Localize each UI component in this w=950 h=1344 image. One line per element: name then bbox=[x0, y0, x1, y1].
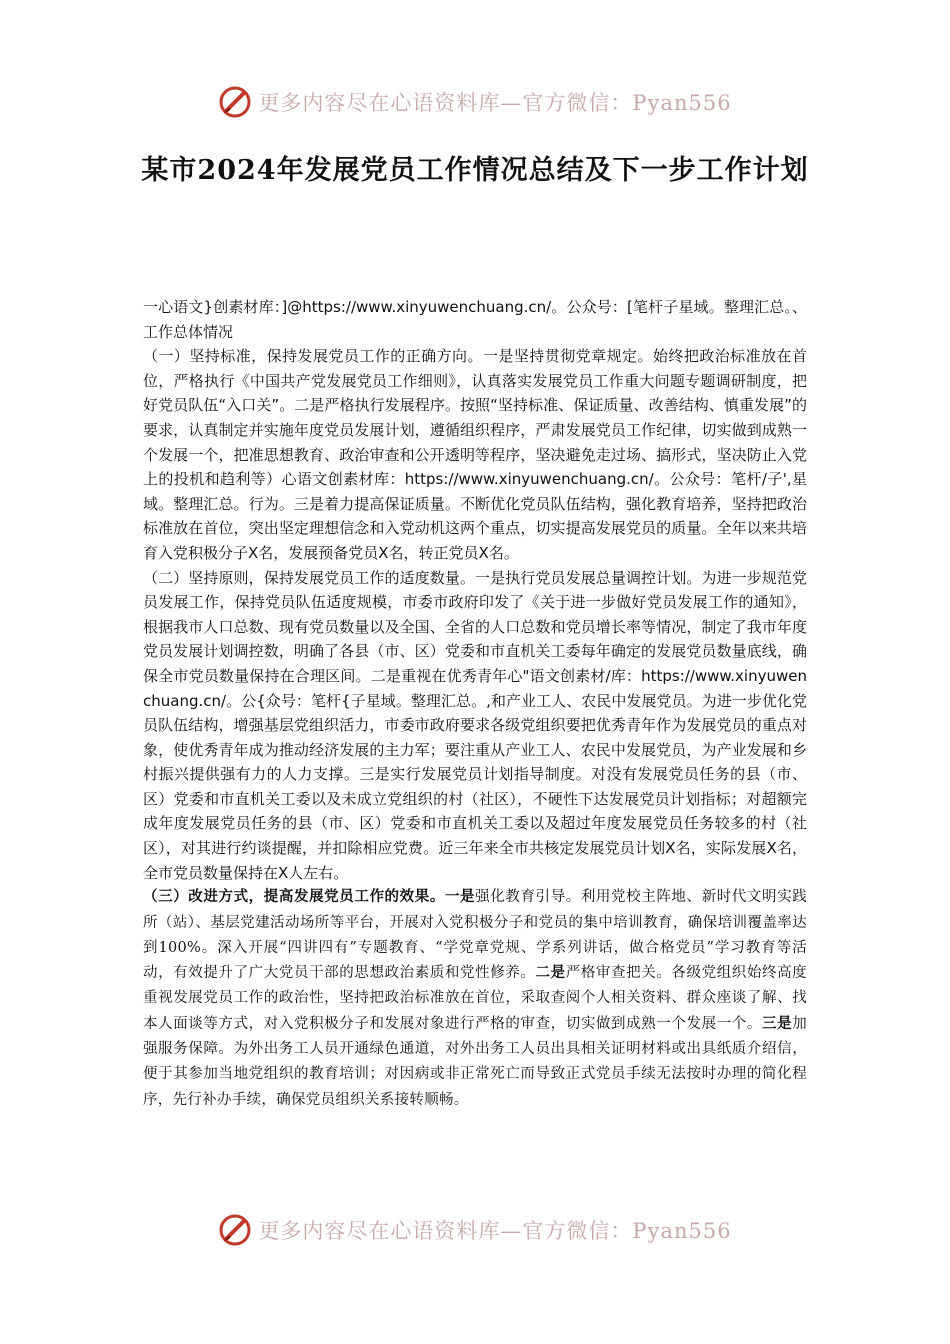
brush-logo-icon bbox=[218, 85, 252, 119]
document-body bbox=[143, 295, 807, 1113]
paragraph-1: （一）坚持标准，保持发展党员工作的正确方向。一是坚持贯彻党章规定。始终把政治标准放在首位，严格执行《中国共产党发展党员工作细则》，认真落实发展党员工作重大问题专题调研制度，把好党员队伍“入口关”。二是严格执行发展程序。按照“坚持标准、保证质量、改善结构、慎重发展”的要求，认真制定并实施年度党员发展计划，遵循组织程序，严肃发展党员工作纪律，切实做到成熟一个发展一个，把准思想教育、政治审查和公开透明等程序，坚决避免走过场、搞形式，坚决防止入党上的投机和趋利等）心语文创素材库：https://www.xinyuwenchuang.cn/。公众号：笔杆/子',星域。整理汇总。行为。三是着力提高保证质量。不断优化党员队伍结构，强化教育培养，坚持把政治标准放在首位，突出坚定理想信念和入党动机这两个重点，切实提高发展党员的质量。全年以来共培育入党积极分子X名，发展预备党员X名，转正党员X名。 bbox=[143, 347, 807, 562]
header-banner bbox=[0, 82, 950, 122]
keyword-3: 三是 bbox=[761, 1015, 793, 1032]
brush-logo-icon bbox=[218, 1213, 252, 1247]
intro-line: 一心语文}创素材库：]@https://www.xinyuwenchuang.cn/。公众号：[笔杆子星域。整理汇总。、工作总体情况 bbox=[143, 298, 807, 341]
footer-banner bbox=[0, 1210, 950, 1250]
paragraph-3-text-3: 加强服务保障。为外出务工人员开通绿色通道，对外出务工人员出具相关证明材料或出具纸质介绍信，便于其参加当地党组织的教育培训；对因病或非正常死亡而导致正式党员手续无法按时办理的简化程序，先行补办手续，确保党员组织关系接转顺畅。 bbox=[143, 1015, 807, 1108]
paragraph-3-text-1: 强化教育引导。利用党校主阵地、新时代文明实践所（站）、基层党建活动场所等平台，开展对入党积极分子和党员的集中培训教育，确保培训覆盖率达到100%。深入开展“四讲四有”专题教育、“学党章党规、学系列讲话，做合格党员”学习教育等活动，有效提升了广大党员干部的思想政治素质和党性修养。 bbox=[143, 889, 807, 982]
paragraph-3-heading: （三）改进方式，提高发展党员工作的效果。 bbox=[143, 889, 445, 906]
banner-text: 更多内容尽在心语资料库—官方微信：Pyan556 bbox=[258, 91, 732, 115]
page-title: 某市2024年发展党员工作情况总结及下一步工作计划 bbox=[141, 155, 809, 186]
keyword-1: 一是 bbox=[444, 889, 476, 906]
banner-text: 更多内容尽在心语资料库—官方微信：Pyan556 bbox=[258, 1219, 732, 1243]
paragraph-3 bbox=[143, 885, 807, 1113]
paragraph-3-text-2: 严格审查把关。各级党组织始终高度重视发展党员工作的政治性，坚持把政治标准放在首位，采取查阅个人相关资料、群众座谈了解、找本人面谈等方式，对入党积极分子和发展对象进行严格的审查，切实做到成熟一个发展一个。 bbox=[143, 965, 807, 1032]
keyword-2: 二是 bbox=[535, 965, 566, 982]
paragraph-2: （二）坚持原则，保持发展党员工作的适度数量。一是执行党员发展总量调控计划。为进一步规范党员发展工作，保持党员队伍适度规模，市委市政府印发了《关于进一步做好党员发展工作的通知》，根据我市人口总数、现有党员数量以及全国、全省的人口总数和党员增长率等情况，制定了我市年度党员发展计划调控数，明确了各县（市、区）党委和市直机关工委每年确定的发展党员数量底线，确保全市党员数量保持在合理区间。二是重视在优秀青年心"语文创素材/库：https://www.xinyuwenchuang.cn/。公{众号：笔杆{子星域。整理汇总。,和产业工人、农民中发展党员。为进一步优化党员队伍结构，增强基层党组织活力，市委市政府要求各级党组织要把优秀青年作为发展党员的重点对象，使优秀青年成为推动经济发展的主力军；要注重从产业工人、农民中发展党员，为产业发展和乡村振兴提供强有力的人力支撑。三是实行发展党员计划指导制度。对没有发展党员任务的县（市、区）党委和市直机关工委以及未成立党组织的村（社区），不硬性下达发展党员计划指标；对超额完成年度发展党员任务的县（市、区）党委和市直机关工委以及超过年度发展党员任务较多的村（社区），对其进行约谈提醒，并扣除相应党费。近三年来全市共核定发展党员计划X名，实际发展X名，全市党员数量保持在X人左右。 bbox=[143, 568, 807, 882]
